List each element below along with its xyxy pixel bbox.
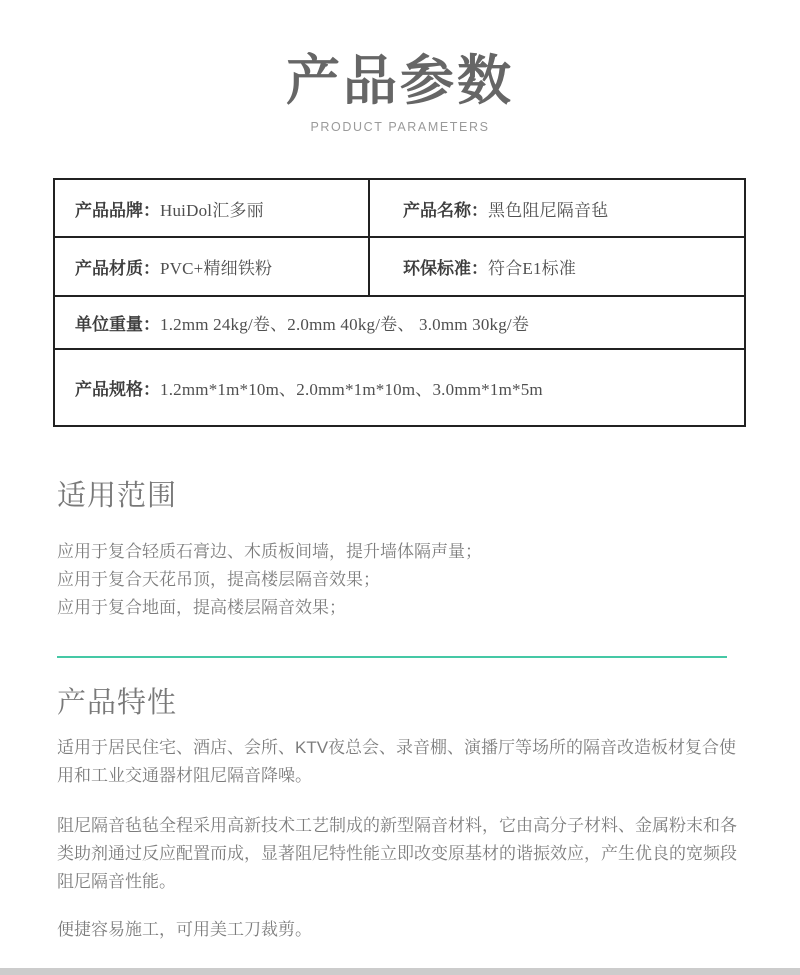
spec-value: 1.2mm*1m*10m、2.0mm*1m*10m、3.0mm*1m*5m [160, 380, 543, 400]
features-paragraph: 适用于居民住宅、酒店、会所、KTV夜总会、录音棚、演播厅等场所的隔音改造板材复合使用和工业交通器材阻尼隔音降噪。 [57, 738, 737, 786]
features-paragraphs [57, 734, 745, 944]
table-row [55, 236, 744, 295]
page-title: 产品参数 [286, 51, 514, 111]
spec-label: 产品品牌： [75, 200, 160, 220]
next-section-edge-bar [0, 968, 800, 975]
spec-label: 产品材质： [75, 259, 160, 279]
spec-value: 符合E1标准 [488, 259, 577, 279]
table-row [55, 348, 744, 425]
product-features-section [57, 680, 745, 944]
spec-label: 单位重量： [75, 315, 160, 335]
features-paragraph: 便捷容易施工，可用美工刀裁剪。 [57, 920, 312, 940]
table-row [55, 180, 744, 236]
spec-value: 黑色阻尼隔音毡 [488, 200, 609, 220]
cell-product-brand [55, 180, 370, 236]
cell-eco-standard [370, 238, 744, 295]
cell-product-name [370, 180, 744, 236]
product-spec-table [53, 178, 746, 427]
spec-value: 1.2mm 24kg/卷、2.0mm 40kg/卷、 3.0mm 30kg/卷 [160, 315, 530, 335]
scope-line: 应用于复合地面，提高楼层隔音效果； [57, 598, 346, 618]
page-header [0, 0, 800, 134]
scope-line: 应用于复合轻质石膏边、木质板间墙，提升墙体隔声量； [57, 542, 482, 562]
section-divider [57, 656, 727, 658]
spec-value: PVC+精细铁粉 [160, 259, 273, 279]
page-subtitle: PRODUCT PARAMETERS [310, 120, 490, 135]
applicable-scope-section [57, 473, 745, 622]
spec-value: HuiDol汇多丽 [160, 200, 264, 220]
features-paragraph: 阻尼隔音毡毡全程采用高新技术工艺制成的新型隔音材料，它由高分子材料、金属粉末和各类助剂通过反应配置而成，显著阻尼特性能立即改变原基材的谐振效应，产生优良的宽频段阻尼隔音性能。 [57, 816, 737, 892]
scope-lines [57, 538, 745, 622]
features-section-heading: 产品特性 [57, 687, 178, 720]
cell-unit-weight [55, 297, 744, 348]
scope-section-heading: 适用范围 [57, 480, 178, 513]
table-row [55, 295, 744, 348]
spec-label: 产品名称： [403, 200, 488, 220]
cell-product-material [55, 238, 370, 295]
cell-product-size [55, 350, 744, 425]
scope-line: 应用于复合天花吊顶，提高楼层隔音效果； [57, 570, 380, 590]
spec-label: 产品规格： [75, 380, 160, 400]
spec-label: 环保标准： [403, 259, 488, 279]
